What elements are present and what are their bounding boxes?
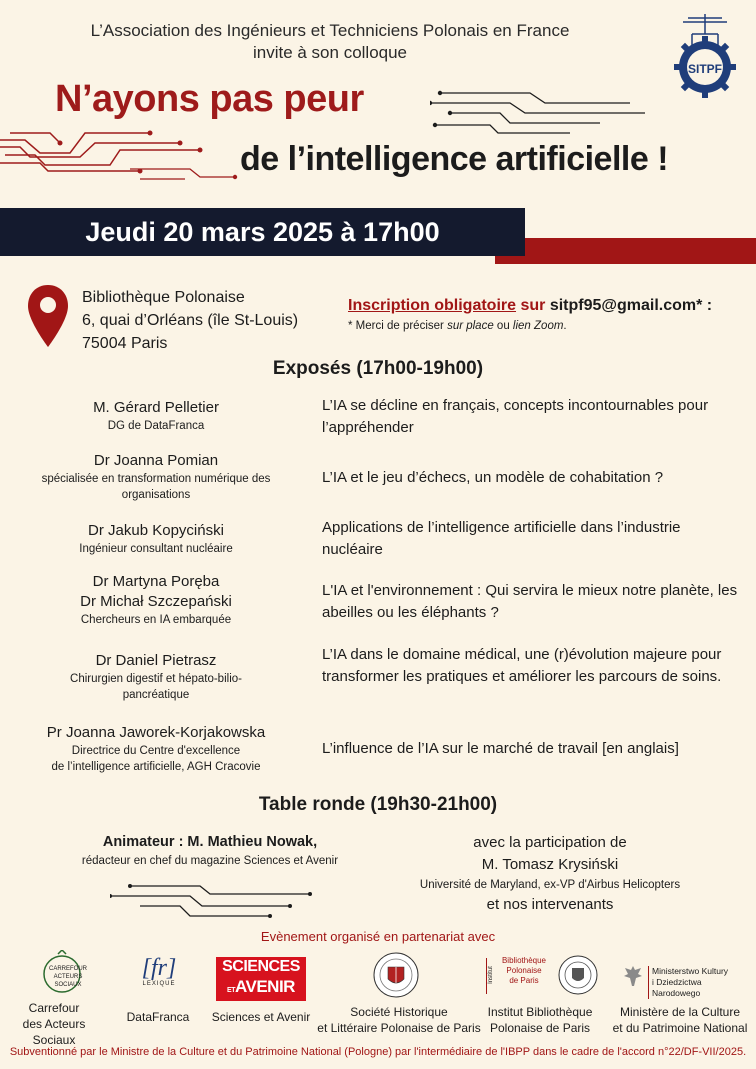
caption-line: Institut Bibliothèque — [487, 1005, 593, 1019]
speaker — [0, 398, 312, 434]
speaker-role: spécialisée en transformation numérique des organisations — [41, 473, 271, 501]
footer-subsidy: Subventionné par le Ministre de la Culture et du Patrimoine National (Pologne) par l'intermédiaire de l'IBPP dans le cadre de l'accord n°22/DF-VII/2025. — [9, 1046, 747, 1058]
speaker-name: Dr Joanna Pomian — [93, 452, 219, 469]
speaker-role: Directrice du Centre d'excellence — [71, 745, 241, 757]
sciences-avenir-logo — [216, 957, 306, 1001]
venue-address — [82, 286, 298, 355]
speaker-name: M. Gérard Pelletier — [93, 399, 219, 416]
datafranca-logo: [fr] LEXIQUE — [134, 955, 184, 995]
partner-caption: DataFranca — [126, 1010, 190, 1024]
animateur-name: Animateur : M. Mathieu Nowak, — [102, 834, 318, 850]
logo-line: i Dziedzictwa Narodowego — [652, 977, 702, 998]
speaker-name-2: Dr Michał Szczepański — [80, 593, 232, 610]
logo-line: de Paris — [509, 976, 539, 985]
location-pin-icon — [26, 283, 70, 349]
venue-street: 6, quai d’Orléans (île St-Louis) — [82, 312, 299, 329]
logo-avenir: AVENIR — [234, 977, 295, 996]
talk-title: Applications de l’intelligence artificielle dans l’industrie nucléaire — [322, 519, 681, 558]
svg-text:CARREFOUR: CARREFOUR — [48, 966, 88, 972]
speaker — [0, 572, 312, 628]
participation-block — [380, 832, 720, 916]
speaker-name: Dr Martyna Poręba — [92, 573, 220, 590]
caption-line: des Acteurs Sociaux — [22, 1017, 86, 1047]
speaker-role: DG de DataFranca — [107, 420, 205, 432]
speaker-role: Chercheurs en IA embarquée — [80, 614, 232, 626]
institut-seal-icon — [558, 954, 598, 996]
partner-caption — [606, 1004, 754, 1036]
title-line-2: de l’intelligence artificielle ! — [240, 140, 669, 178]
ministere-logo — [622, 964, 742, 998]
sitpf-logo-text: SITPF — [687, 62, 723, 76]
note-part: * Merci de préciser — [348, 320, 448, 332]
note-lien-zoom: lien Zoom — [512, 320, 564, 332]
note-part: ou — [493, 320, 513, 332]
speaker — [0, 451, 312, 503]
datafranca-logo-text: fr — [150, 955, 167, 981]
societe-historique-seal-icon — [372, 951, 420, 999]
logo-institut: Institut — [487, 966, 494, 984]
speaker-name: Dr Jakub Kopyciński — [88, 522, 224, 539]
inscription-suffix: * : — [696, 297, 713, 314]
svg-text:SOCIAUX: SOCIAUX — [54, 982, 82, 988]
carrefour-logo — [28, 950, 108, 996]
red-band-decoration — [495, 238, 756, 264]
caption-line: Carrefour — [28, 1001, 80, 1015]
venue-name: Bibliothèque Polonaise — [82, 289, 245, 306]
partner-caption — [0, 1000, 108, 1048]
logo-et: ET — [227, 987, 235, 994]
animateur-role: rédacteur en chef du magazine Sciences et Avenir — [81, 855, 339, 867]
avec-text: avec la participation de — [473, 834, 627, 851]
et-intervenants: et nos intervenants — [486, 896, 614, 913]
venue-city: 75004 Paris — [82, 335, 168, 352]
note-sur-place: sur place — [447, 320, 494, 332]
inscription — [348, 297, 712, 315]
note-part: . — [563, 320, 567, 332]
guest-name: M. Tomasz Krysiński — [481, 856, 619, 873]
speaker-name: Dr Daniel Pietrasz — [95, 652, 217, 669]
speaker — [0, 521, 312, 557]
logo-line: Bibliothèque — [501, 956, 547, 965]
logo-line: Polonaise — [506, 966, 542, 975]
partners-heading: Evènement organisé en partenariat avec — [260, 929, 496, 944]
talk-title: L’IA dans le domaine médical, une (r)évolution majeure pour transformer les pratiques et améliorer les parcours de soins. — [322, 646, 722, 685]
circuit-decoration-small — [130, 163, 240, 185]
title-line-1: N’ayons pas peur — [55, 78, 364, 120]
talk-title: L’influence de l’IA sur le marché de travail [en anglais] — [322, 740, 679, 757]
caption-line: Ministère de la Culture — [619, 1005, 741, 1019]
caption-line: Polonaise de Paris — [489, 1021, 591, 1035]
talk-title: L’IA se décline en français, concepts incontournables pour l’appréhender — [322, 397, 709, 436]
animateur-block — [0, 832, 420, 870]
logo-line: Ministerstwo Kultury — [652, 966, 729, 976]
table-ronde-heading: Table ronde (19h30-21h00) — [258, 794, 498, 815]
svg-text:ACTEURS: ACTEURS — [53, 974, 83, 980]
speaker-role-2: de l’intelligence artificielle, AGH Cracovie — [51, 761, 261, 773]
institut-bibliotheque-logo — [486, 954, 596, 998]
inscription-label: Inscription obligatoire — [348, 297, 517, 314]
organizer-intro — [0, 20, 660, 64]
talk-title: L'IA et l'environnement : Qui servira le mieux notre planète, les abeilles ou les éléphants ? — [322, 582, 738, 621]
speaker-role: Ingénieur consultant nucléaire — [79, 543, 233, 555]
organizer-line: L’Association des Ingénieurs et Techniciens Polonais en France — [90, 21, 570, 40]
logo-sciences: SCIENCES — [222, 958, 300, 975]
caption-line: et du Patrimoine National — [612, 1021, 748, 1035]
datafranca-logo-sub: LEXIQUE — [142, 981, 176, 987]
talk-title: L’IA et le jeu d’échecs, un modèle de cohabitation ? — [322, 469, 664, 486]
inscription-sur: sur — [516, 297, 550, 314]
sitpf-logo — [668, 12, 742, 98]
circuit-decoration-bottom — [110, 880, 320, 920]
speaker — [0, 723, 312, 775]
event-date: Jeudi 20 mars 2025 à 17h00 — [85, 217, 440, 247]
caption-line: et Littéraire Polonaise de Paris — [317, 1021, 481, 1035]
circuit-decoration-right — [430, 85, 645, 135]
partner-caption — [314, 1004, 484, 1036]
partner-caption: Sciences et Avenir — [211, 1010, 311, 1024]
inscription-note — [348, 320, 567, 332]
partner-caption — [480, 1004, 600, 1036]
polish-eagle-icon — [622, 964, 644, 988]
exposes-heading: Exposés (17h00-19h00) — [272, 358, 484, 379]
caption-line: Société Historique — [350, 1005, 448, 1019]
speaker-role: Chirurgien digestif et hépato-bilio-pancréatique — [70, 673, 242, 701]
inscription-email[interactable]: sitpf95@gmail.com — [549, 297, 697, 314]
speaker — [0, 651, 312, 703]
invite-line: invite à son colloque — [252, 43, 408, 62]
speaker-name: Pr Joanna Jaworek-Korjakowska — [46, 724, 266, 741]
guest-role: Université de Maryland, ex-VP d'Airbus Helicopters — [419, 879, 681, 891]
